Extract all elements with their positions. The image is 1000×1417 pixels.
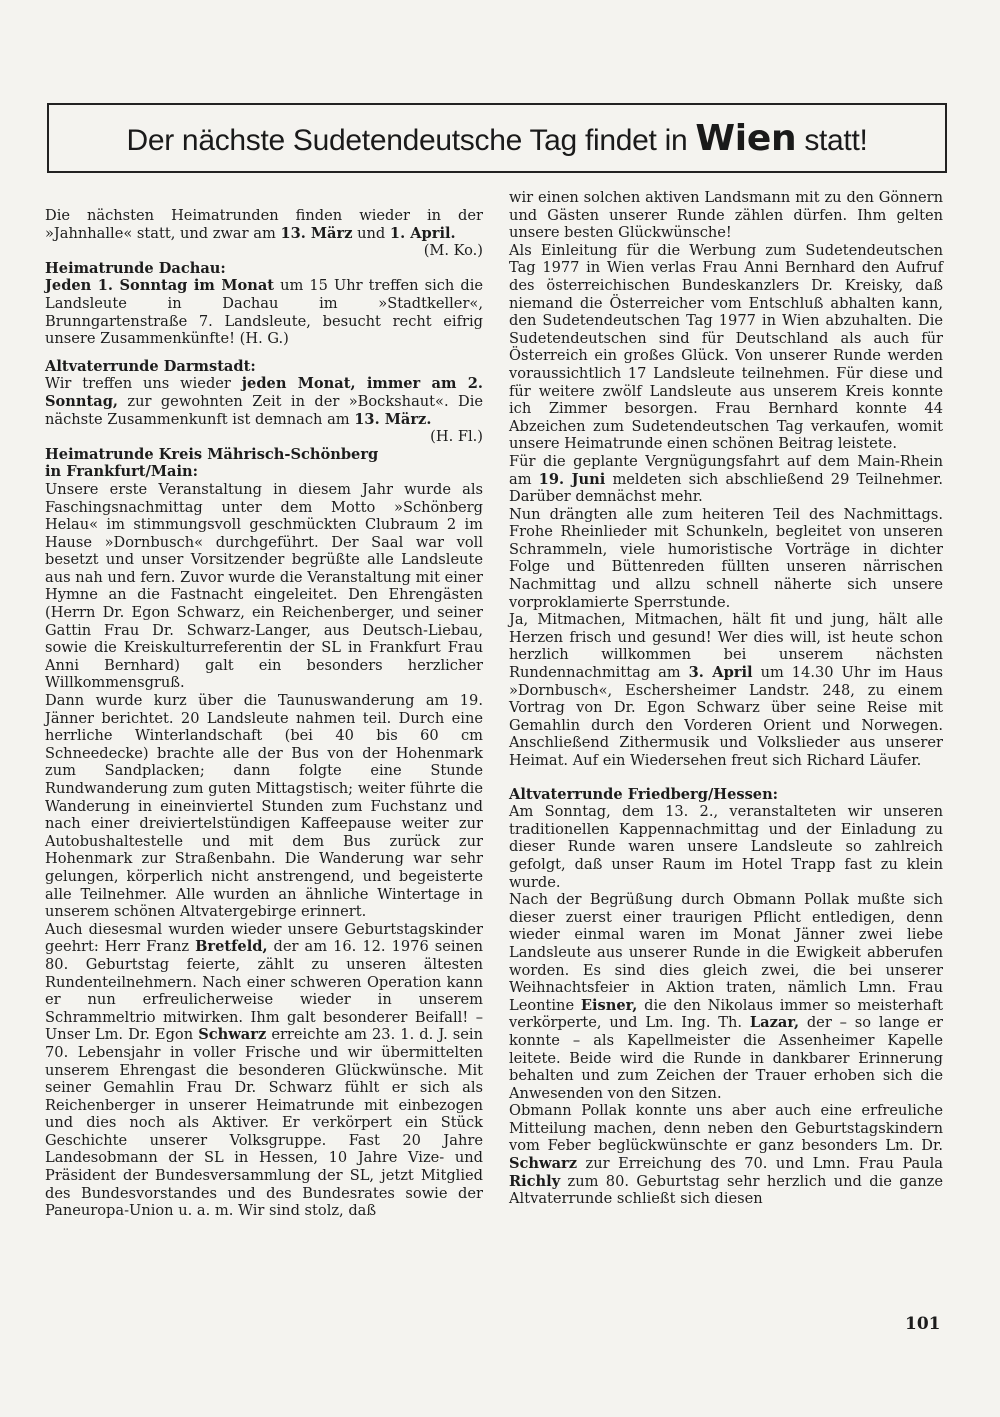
intro-paragraph: Die nächsten Heimatrunden finden wieder in der »Jahnhalle« statt, und zwar am 13. März und 1. April. [45,207,483,242]
right-paragraph-4: Nun drängten alle zum heiteren Teil des Nachmittags. Frohe Rheinlieder mit Schunkeln, begleitet von unseren Schrammeln, viele humoristische Vorträge in dichter Folge und Büttenreden füllten unseren närrischen Nachmittag und allzu schnell näherte sich unsere vorproklamierte Sperrstunde. [509,505,943,611]
headline-post: statt! [796,123,868,157]
friedberg-paragraph-3: Obmann Pollak konnte uns aber auch eine erfreuliche Mitteilung machen, denn neben den Geburtstagskindern vom Feber beglückwünschte er ganz besonders Lm. Dr. Schwarz zur Erreichung des 70. und Lmn. Frau Paula Richly zum 80. Geburtstag sehr herzlich und die ganze Altvaterrunde schließt sich diesen [509,1102,943,1208]
right-paragraph-3: Für die geplante Vergnügungsfahrt auf dem Main-Rhein am 19. Juni meldeten sich abschließend 29 Teilnehmer. Darüber demnächst mehr. [509,452,943,506]
right-paragraph-5: Ja, Mitmachen, Mitmachen, hält fit und jung, hält alle Herzen frisch und gesund! Wer dies will, ist heute schon herzlich willkommen bei unserem nächsten Rundennachmittag am 3. April um 14.30 Uhr im Haus »Dornbusch«, Eschersheimer Landstr. 248, zu einem Vortrag von Dr. Egon Schwarz über seine Reise mit Gemahlin durch den Vorderen Orient und Norwegen. Anschließend Zithermusik und Volkslieder aus unserer Heimat. Auf ein Wiedersehen freut sich Richard Läufer. [509,611,943,769]
right-paragraph-2: Als Einleitung für die Werbung zum Sudetendeutschen Tag 1977 in Wien verlas Frau Anni Bernhard den Aufruf des österreichischen Bundeskanzlers Dr. Kreisky, daß niemand die Österreicher vom Entschluß abhalten kann, den Sudetendeutschen Tag 1977 in Wien abzuhalten. Die Sudetendeutschen sind für Deutschland als auch für Österreich ein großes Glück. Von unserer Runde werden voraussichtlich 17 Landsleute teilnehmen. Für diese und für weitere zwölf Landsleute aus unserem Kreis konnte ich Zimmer besorgen. Frau Bernhard konnte 44 Abzeichen zum Sudetendeutschen Tag verkaufen, womit unsere Heimatrunde einen schönen Beitrag leistete. [509,241,943,453]
headline-banner [47,103,947,173]
page-number: 101 [905,1314,941,1334]
headline-pre: Der nächste Sudetendeutsche Tag findet in [126,123,696,157]
heading-darmstadt: Altvaterrunde Darmstadt: [45,357,256,375]
heading-friedberg: Altvaterrunde Friedberg/Hessen: [509,785,779,803]
left-column [45,207,483,1220]
headline-city: Wien [695,117,797,159]
frankfurt-paragraph-2: Dann wurde kurz über die Taunuswanderung am 19. Jänner berichtet. 20 Landsleute nahmen teil. Durch eine herrliche Winterlandschaft (bei 40 bis 60 cm Schneedecke) brachte alle der Bus von der Hohenmark zum Sandplacken; dann folgte eine Stunde Rundwanderung zum guten Mittagstisch; weiter führte die Wanderung in eineinviertel Stunden zum Fuchstanz und nach einer dreiviertelstündigen Kaffeepause weiter zur Autobushaltestelle und mit dem Bus zurück zur Hohenmark zur Straßenbahn. Die Wanderung war sehr gelungen, körperlich nicht anstrengend, und begeisterte alle Teilnehmer. Alle wurden an ähnliche Wintertage in unserem schönen Altvatergebirge erinnert. [45,692,483,921]
darmstadt-paragraph: Wir treffen uns wieder jeden Monat, immer am 2. Sonntag, zur gewohnten Zeit in der »Bockshaut«. Die nächste Zusammenkunft ist demnach am 13. März. [45,375,483,428]
heading-frankfurt-2: in Frankfurt/Main: [45,463,199,481]
frankfurt-paragraph-1: Unsere erste Veranstaltung in diesem Jahr wurde als Faschingsnachmittag unter dem Motto »Schönberg Helau« im stimmungsvoll geschmückten Clubraum 2 im Hause »Dornbusch« durchgeführt. Der Saal war voll besetzt und unser Vorsitzender begrüßte alle Landsleute aus nah und fern. Zuvor wurde die Veranstaltung mit einer Hymne an die Fastnacht eingeleitet. Den Ehrengästen (Herrn Dr. Egon Schwarz, ein Reichenberger, und seiner Gattin Frau Dr. Schwarz-Langer, aus Deutsch-Liebau, sowie die Kreiskulturreferentin der SL in Frankfurt Frau Anni Bernhard) galt ein besonders herzlicher Willkommensgruß. [45,480,483,692]
headline-text [126,118,867,159]
darmstadt-signature: (H. Fl.) [430,428,483,446]
frankfurt-paragraph-3: Auch diesesmal wurden wieder unsere Geburtstagskinder geehrt: Herr Franz Bretfeld, der am 16. 12. 1976 seinen 80. Geburtstag feierte, zählt zu unseren ältesten Rundenteilnehmern. Nach einer schweren Operation kann er nun erfreulicherweise wieder in unserem Schrammeltrio mitwirken. Ihm galt besonderer Beifall! – Unser Lm. Dr. Egon Schwarz erreichte am 23. 1. d. J. sein 70. Lebensjahr in voller Frische und wir übermittelten unserem Ehrengast die besonderen Glückwünsche. Mit seiner Gemahlin Frau Dr. Schwarz fühlt er sich als Reichenberger in unserer Heimatrunde mit einbezogen und dies noch als Aktiver. Er verkörpert ein Stück Geschichte unserer Volksgruppe. Fast 20 Jahre Landesobmann der SL in Hessen, 10 Jahre Vize- und Präsident der Bundesversammlung der SL, jetzt Mitglied des Bundesvorstandes und des Bundesrates sowie der Paneuropa-Union u. a. m. Wir sind stolz, daß [45,920,483,1220]
intro-signature: (M. Ko.) [423,242,483,260]
right-paragraph-1: wir einen solchen aktiven Landsmann mit zu den Gönnern und Gästen unserer Runde zählen dürfen. Ihm gelten unsere besten Glückwünsche! [509,189,943,242]
friedberg-paragraph-1: Am Sonntag, dem 13. 2., veranstalteten wir unseren traditionellen Kappennachmittag und der Einladung zu dieser Runde waren unsere Landsleute so zahlreich gefolgt, daß unser Raum im Hotel Trapp fast zu klein wurde. [509,803,943,891]
heading-frankfurt-1: Heimatrunde Kreis Mährisch-Schönberg [45,445,379,463]
dachau-paragraph: Jeden 1. Sonntag im Monat um 15 Uhr treffen sich die Landsleute in Dachau im »Stadtkeller«, Brunngartenstraße 7. Landsleute, besucht recht eifrig unsere Zusammenkünfte! (H. G.) [45,277,483,348]
heading-dachau: Heimatrunde Dachau: [45,259,226,277]
friedberg-paragraph-2: Nach der Begrüßung durch Obmann Pollak mußte sich dieser zuerst einer traurigen Pflicht entledigen, denn wieder einmal waren im Monat Jänner zwei liebe Landsleute aus unserer Runde in die Ewigkeit abberufen worden. Es sind dies gleich zwei, die bei unserer Weihnachtsfeier in Aktion traten, nämlich Lmn. Frau Leontine Eisner, die den Nikolaus immer so meisterhaft verkörperte, und Lm. Ing. Th. Lazar, der – so lange er konnte – als Kapellmeister die Assenheimer Kapelle leitete. Beide wird die Runde in dankbarer Erinnerung behalten und zum Zeichen der Trauer erhoben sich die Anwesenden von den Sitzen. [509,891,943,1102]
right-column [509,189,943,1208]
